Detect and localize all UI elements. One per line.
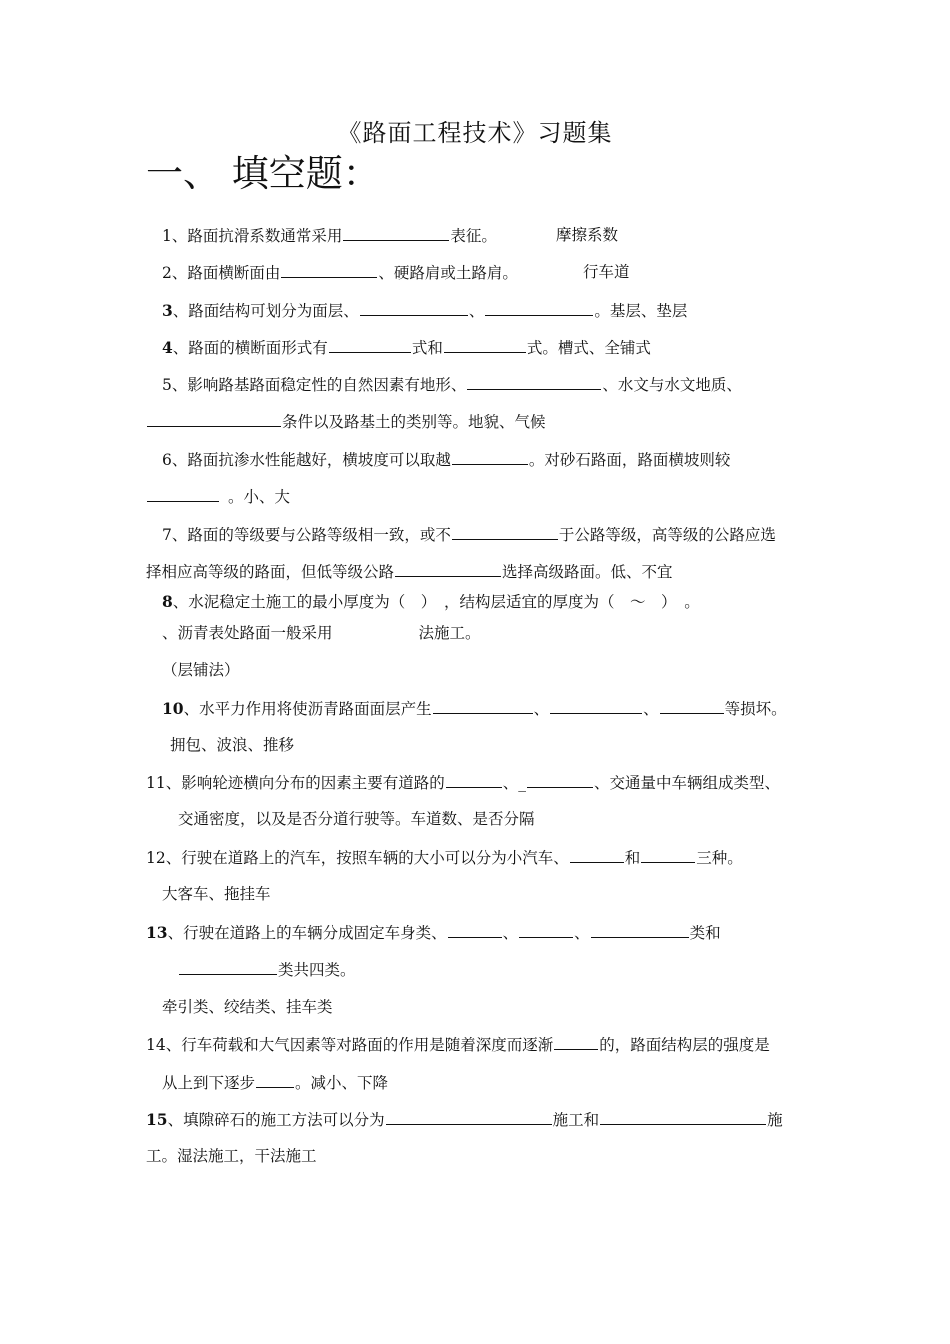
q14-text-line2: 从上到下逐步 xyxy=(162,1074,256,1092)
answer-blank xyxy=(386,1109,552,1125)
q9-text-end: 法施工。 xyxy=(418,624,481,642)
answer-blank xyxy=(179,959,277,975)
q4-number: 4 xyxy=(162,338,173,357)
answer-blank xyxy=(660,698,724,714)
q14-text: 14、行车荷载和大气因素等对路面的作用是随着深度而逐渐 xyxy=(146,1036,554,1054)
answer-blank xyxy=(570,847,624,863)
q5-text-end: 条件以及路基土的类别等。地貌、气候 xyxy=(282,413,546,431)
answer-blank xyxy=(329,337,411,353)
answer-blank xyxy=(446,772,502,788)
question-10 xyxy=(162,698,787,719)
question-5 xyxy=(162,374,742,395)
q4-text: 、路面的横断面形式有 xyxy=(172,339,328,357)
q10-sep: 、 xyxy=(643,700,659,718)
question-7-line2 xyxy=(146,561,673,582)
q13-sep: 、 xyxy=(502,924,519,942)
q12-text-end: 三种。 xyxy=(696,849,743,867)
q12-answer: 大客车、拖挂车 xyxy=(162,885,271,903)
q9-answer: （层铺法） xyxy=(162,661,240,679)
q13-text-mid: 类和 xyxy=(689,924,721,942)
q5-text-mid: 、水文与水文地质、 xyxy=(602,376,742,394)
q5-text: 5、影响路基路面稳定性的自然因素有地形、 xyxy=(162,376,467,394)
document-title: 《路面工程技术》习题集 xyxy=(337,119,613,147)
question-2 xyxy=(162,262,518,283)
q13-text-end: 类共四类。 xyxy=(278,961,356,979)
q8-number: 8 xyxy=(162,592,173,611)
q11-text-line2: 交通密度，以及是否分道行驶等。车道数、是否分隔 xyxy=(178,810,535,828)
answer-blank xyxy=(550,698,642,714)
question-8 xyxy=(162,592,700,612)
q13-text: 、行驶在道路上的车辆分成固定车身类、 xyxy=(167,924,447,942)
answer-blank xyxy=(281,262,377,278)
question-4 xyxy=(162,337,651,358)
question-3 xyxy=(162,300,687,321)
question-1 xyxy=(162,225,497,246)
answer-blank xyxy=(519,922,573,938)
q15-text-tail: 施 xyxy=(767,1111,783,1129)
question-9 xyxy=(162,623,481,643)
q14-text-mid: 的，路面结构层的强度是 xyxy=(599,1036,770,1054)
answer-blank xyxy=(467,374,601,390)
q1-text-end: 表征。 xyxy=(450,227,497,245)
q13-answer: 牵引类、绞结类、挂车类 xyxy=(162,998,333,1016)
q2-answer: 行车道 xyxy=(583,263,630,281)
question-11 xyxy=(146,772,780,793)
q8-text: 、水泥稳定土施工的最小厚度为（ ） ，结构层适宜的厚度为（ ～ ） 。 xyxy=(172,593,700,611)
question-6-line2 xyxy=(146,486,290,507)
q14-text-end: 。减小、下降 xyxy=(295,1074,389,1092)
answer-blank xyxy=(600,1109,766,1125)
answer-blank xyxy=(147,411,281,427)
q12-text: 12、行驶在道路上的汽车，按照车辆的大小可以分为小汽车、 xyxy=(146,849,569,867)
answer-blank xyxy=(444,337,526,353)
q15-text-mid: 施工和 xyxy=(552,1111,600,1129)
answer-blank xyxy=(554,1034,598,1050)
question-6 xyxy=(162,449,730,470)
section-heading: 一、 填空题： xyxy=(146,152,380,195)
answer-blank xyxy=(395,561,501,577)
q7-text-end: 选择高级路面。低、不宜 xyxy=(502,563,673,581)
answer-blank xyxy=(641,847,695,863)
answer-blank xyxy=(591,922,689,938)
q7-text: 7、路面的等级要与公路等级相一致，或不 xyxy=(162,526,451,544)
q11-text-mid: 、交通量中车辆组成类型、 xyxy=(594,774,781,792)
question-14 xyxy=(146,1034,770,1055)
answer-blank xyxy=(452,449,528,465)
q3-sep: 、 xyxy=(468,302,485,320)
q10-text-end: 等损坏。 xyxy=(724,700,787,718)
q13-sep: 、 xyxy=(574,924,590,942)
answer-blank xyxy=(527,772,593,788)
q6-text: 6、路面抗渗水性能越好，横坡度可以取越 xyxy=(162,451,451,469)
question-12 xyxy=(146,847,743,868)
answer-blank xyxy=(433,698,533,714)
q1-text: 1、路面抗滑系数通常采用 xyxy=(162,227,343,245)
question-15 xyxy=(146,1109,783,1130)
q2-text-end: 、硬路肩或土路肩。 xyxy=(378,264,518,282)
q1-answer: 摩擦系数 xyxy=(556,226,619,244)
q15-text: 、填隙碎石的施工方法可以分为 xyxy=(167,1111,385,1129)
q7-text-line2: 择相应高等级的路面，但低等级公路 xyxy=(146,563,395,581)
answer-blank xyxy=(343,225,449,241)
question-14-line2 xyxy=(162,1072,388,1093)
q10-sep: 、 xyxy=(533,700,550,718)
q11-text: 11、影响轮迹横向分布的因素主要有道路的 xyxy=(146,774,445,792)
question-13-line2 xyxy=(178,959,356,980)
q6-text-mid: 。对砂石路面，路面横坡则较 xyxy=(528,451,731,469)
q7-text-mid: 于公路等级，高等级的公路应选 xyxy=(558,526,776,544)
q4-text-mid: 式和 xyxy=(411,339,443,357)
q2-text: 2、路面横断面由 xyxy=(162,264,281,282)
answer-blank xyxy=(452,524,558,540)
q10-number: 10 xyxy=(162,699,184,718)
answer-blank xyxy=(448,922,502,938)
q3-text-end: 。基层、垫层 xyxy=(594,302,688,320)
answer-blank xyxy=(360,300,468,316)
question-13 xyxy=(146,922,721,943)
q10-text: 、水平力作用将使沥青路面面层产生 xyxy=(183,700,432,718)
q9-text: 、沥青表处路面一般采用 xyxy=(162,624,333,642)
answer-blank xyxy=(256,1072,294,1088)
q4-text-end: 式。槽式、全铺式 xyxy=(526,339,651,357)
q15-number: 15 xyxy=(146,1110,168,1129)
q15-text-line2: 工。湿法施工，干法施工 xyxy=(146,1147,317,1165)
q12-text-mid: 和 xyxy=(624,849,641,867)
answer-blank xyxy=(485,300,593,316)
q10-answer: 拥包、波浪、推移 xyxy=(170,736,295,754)
question-5-line2 xyxy=(146,411,546,432)
q6-text-end: 。小、大 xyxy=(228,488,291,506)
q11-sep: 、_ xyxy=(502,774,526,792)
question-7 xyxy=(162,524,776,545)
q13-number: 13 xyxy=(146,923,168,942)
answer-blank xyxy=(147,486,219,502)
q3-number: 3 xyxy=(162,301,173,320)
q3-text: 、路面结构可划分为面层、 xyxy=(172,302,359,320)
